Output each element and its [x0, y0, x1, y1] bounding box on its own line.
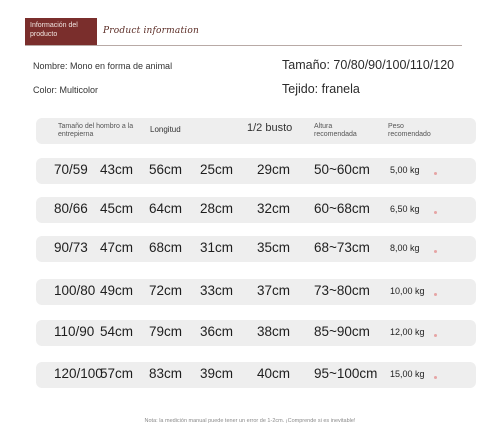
cell-height: 95~100cm: [314, 366, 378, 381]
table-row: [36, 197, 476, 223]
col-height-header: Altura recomendada: [314, 123, 357, 138]
product-sizes: Tamaño: 70/80/90/100/110/120: [282, 58, 455, 72]
table-row: [36, 362, 476, 388]
cell-bust: 38cm: [257, 324, 291, 339]
cell-shoulder: 47cm: [100, 240, 134, 255]
table-row: [36, 236, 476, 262]
cell-col4: 36cm: [200, 324, 234, 339]
cell-shoulder: 45cm: [100, 201, 134, 216]
decorative-dot-icon: [434, 293, 437, 296]
cell-weight: 8,00 kg: [390, 243, 420, 253]
cell-bust: 29cm: [257, 162, 291, 177]
decorative-dot-icon: [434, 250, 437, 253]
product-info-badge: [25, 18, 97, 46]
cell-shoulder: 49cm: [100, 283, 134, 298]
cell-height: 68~73cm: [314, 240, 370, 255]
product-fabric: Tejido: franela: [282, 82, 360, 96]
decorative-dot-icon: [434, 334, 437, 337]
cell-height: 50~60cm: [314, 162, 370, 177]
product-name: Nombre: Mono en forma de animal: [33, 61, 173, 71]
cell-length: 56cm: [149, 162, 183, 177]
decorative-dot-icon: [434, 376, 437, 379]
cell-weight: 5,00 kg: [390, 165, 420, 175]
cell-bust: 37cm: [257, 283, 291, 298]
cell-col4: 39cm: [200, 366, 234, 381]
cell-height: 85~90cm: [314, 324, 370, 339]
col-shoulder-header: Tamaño del hombro a la entrepierna: [58, 123, 134, 138]
cell-bust: 40cm: [257, 366, 291, 381]
cell-weight: 10,00 kg: [390, 286, 425, 296]
cell-bust: 35cm: [257, 240, 291, 255]
cell-weight: 6,50 kg: [390, 204, 420, 214]
cell-col4: 28cm: [200, 201, 234, 216]
col-length-header: Longitud: [150, 125, 181, 134]
table-row: [36, 158, 476, 184]
cell-col4: 31cm: [200, 240, 234, 255]
cell-size: 70/59: [54, 162, 88, 177]
table-row: [36, 279, 476, 305]
header-divider: [25, 45, 462, 46]
cell-col4: 33cm: [200, 283, 234, 298]
measurement-note: Nota: la medición manual puede tener un error de 1-2cm. ¡Comprende si es inevitable!: [144, 418, 356, 424]
col-weight-header: Peso recomendado: [388, 123, 431, 138]
cell-length: 64cm: [149, 201, 183, 216]
cell-size: 90/73: [54, 240, 88, 255]
product-color: Color: Multicolor: [33, 85, 99, 95]
cell-height: 60~68cm: [314, 201, 370, 216]
cell-weight: 12,00 kg: [390, 327, 425, 337]
table-header: [36, 118, 476, 144]
decorative-dot-icon: [434, 211, 437, 214]
product-information-title: Product information: [103, 26, 199, 36]
cell-size: 80/66: [54, 201, 88, 216]
cell-size: 100/80: [54, 283, 96, 298]
cell-size: 110/90: [54, 324, 95, 339]
cell-shoulder: 54cm: [100, 324, 134, 339]
badge-text: Información del producto: [30, 22, 78, 38]
cell-size: 120/100: [54, 366, 103, 381]
cell-shoulder: 57cm: [100, 366, 134, 381]
cell-bust: 32cm: [257, 201, 291, 216]
cell-length: 83cm: [149, 366, 183, 381]
cell-shoulder: 43cm: [100, 162, 134, 177]
cell-col4: 25cm: [200, 162, 234, 177]
col-bust-header: 1/2 busto: [247, 122, 293, 134]
cell-height: 73~80cm: [314, 283, 370, 298]
decorative-dot-icon: [434, 172, 437, 175]
table-row: [36, 320, 476, 346]
cell-length: 79cm: [149, 324, 183, 339]
cell-length: 68cm: [149, 240, 183, 255]
cell-length: 72cm: [149, 283, 183, 298]
cell-weight: 15,00 kg: [390, 369, 425, 379]
